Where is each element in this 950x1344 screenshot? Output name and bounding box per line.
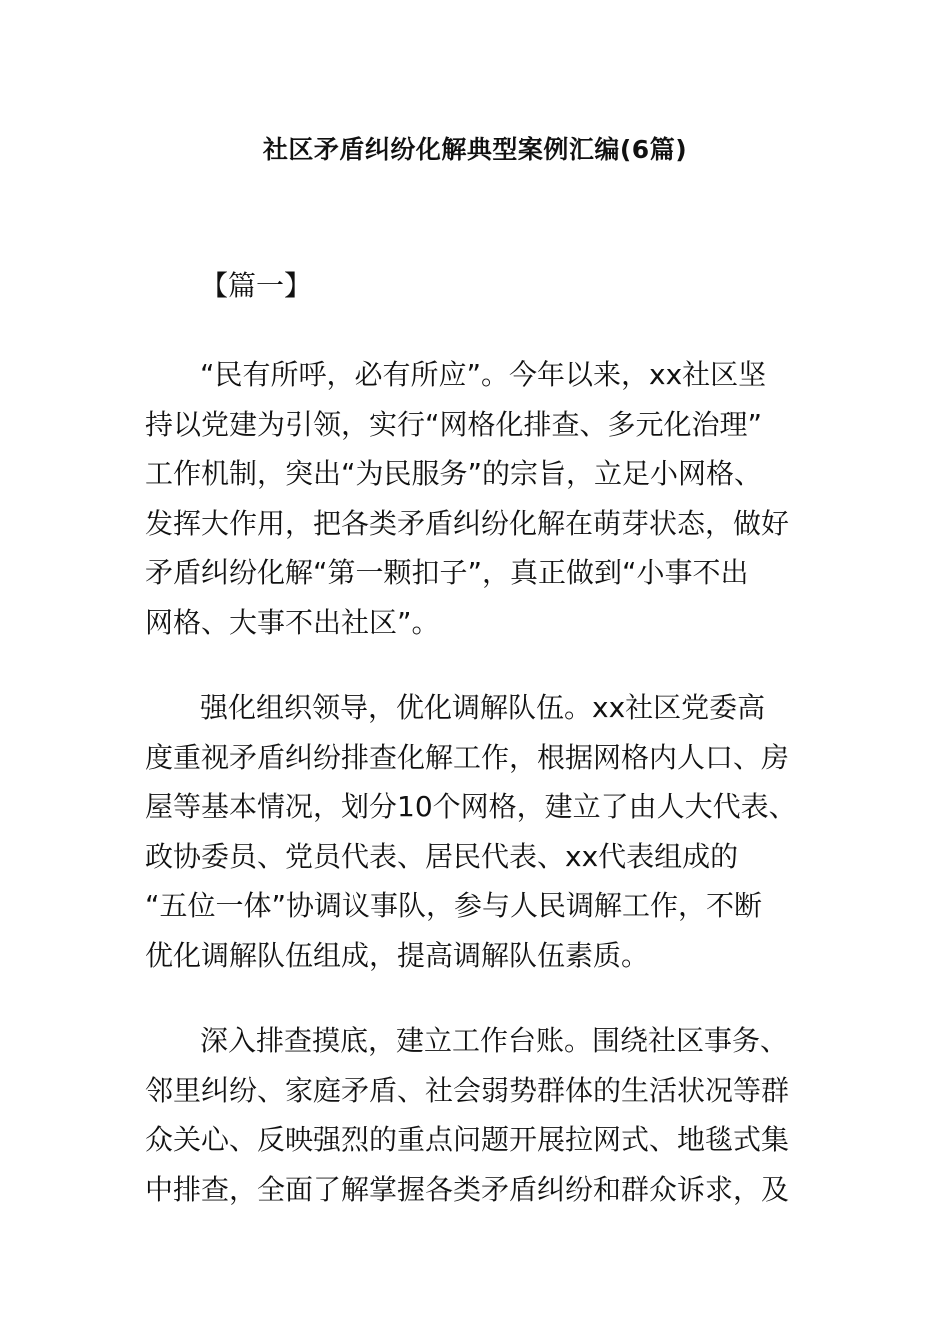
paragraph-line: 政协委员、党员代表、居民代表、xx代表组成的 — [145, 839, 739, 873]
section-heading: 【篇一】 — [200, 269, 313, 302]
paragraph-line: 网格、大事不出社区”。 — [145, 605, 440, 639]
paragraph-1 — [145, 350, 810, 648]
paragraph-line: 优化调解队伍组成，提高调解队伍素质。 — [145, 938, 650, 972]
paragraph-line: “民有所呼，必有所应”。今年以来，xx社区坚 — [200, 358, 767, 391]
paragraph-line: 邻里纠纷、家庭矛盾、社会弱势群体的生活状况等群 — [145, 1073, 790, 1107]
paragraph-line: 矛盾纠纷化解“第一颗扣子”，真正做到“小事不出 — [145, 556, 749, 590]
paragraph-3 — [145, 1016, 810, 1214]
paragraph-line: 中排查，全面了解掌握各类矛盾纠纷和群众诉求，及 — [145, 1172, 790, 1206]
paragraph-line: “五位一体”协调议事队，参与人民调解工作，不断 — [145, 889, 763, 923]
paragraph-line: 度重视矛盾纠纷排查化解工作，根据网格内人口、房 — [145, 740, 790, 774]
paragraph-line: 强化组织领导，优化调解队伍。xx社区党委高 — [200, 691, 766, 724]
paragraph-line: 工作机制，突出“为民服务”的宗旨，立足小网格、 — [145, 457, 763, 491]
paragraph-line: 众关心、反映强烈的重点问题开展拉网式、地毯式集 — [145, 1123, 790, 1157]
paragraph-line: 深入排查摸底，建立工作台账。围绕社区事务、 — [200, 1024, 789, 1057]
paragraph-line: 发挥大作用，把各类矛盾纠纷化解在萌芽状态，做好 — [145, 506, 790, 540]
paragraph-line: 持以党建为引领，实行“网格化排查、多元化治理” — [145, 407, 763, 441]
paragraph-line: 屋等基本情况，划分10个网格，建立了由人大代表、 — [145, 790, 797, 824]
paragraph-2 — [145, 683, 810, 981]
document-title: 社区矛盾纠纷化解典型案例汇编(6篇) — [262, 135, 688, 164]
